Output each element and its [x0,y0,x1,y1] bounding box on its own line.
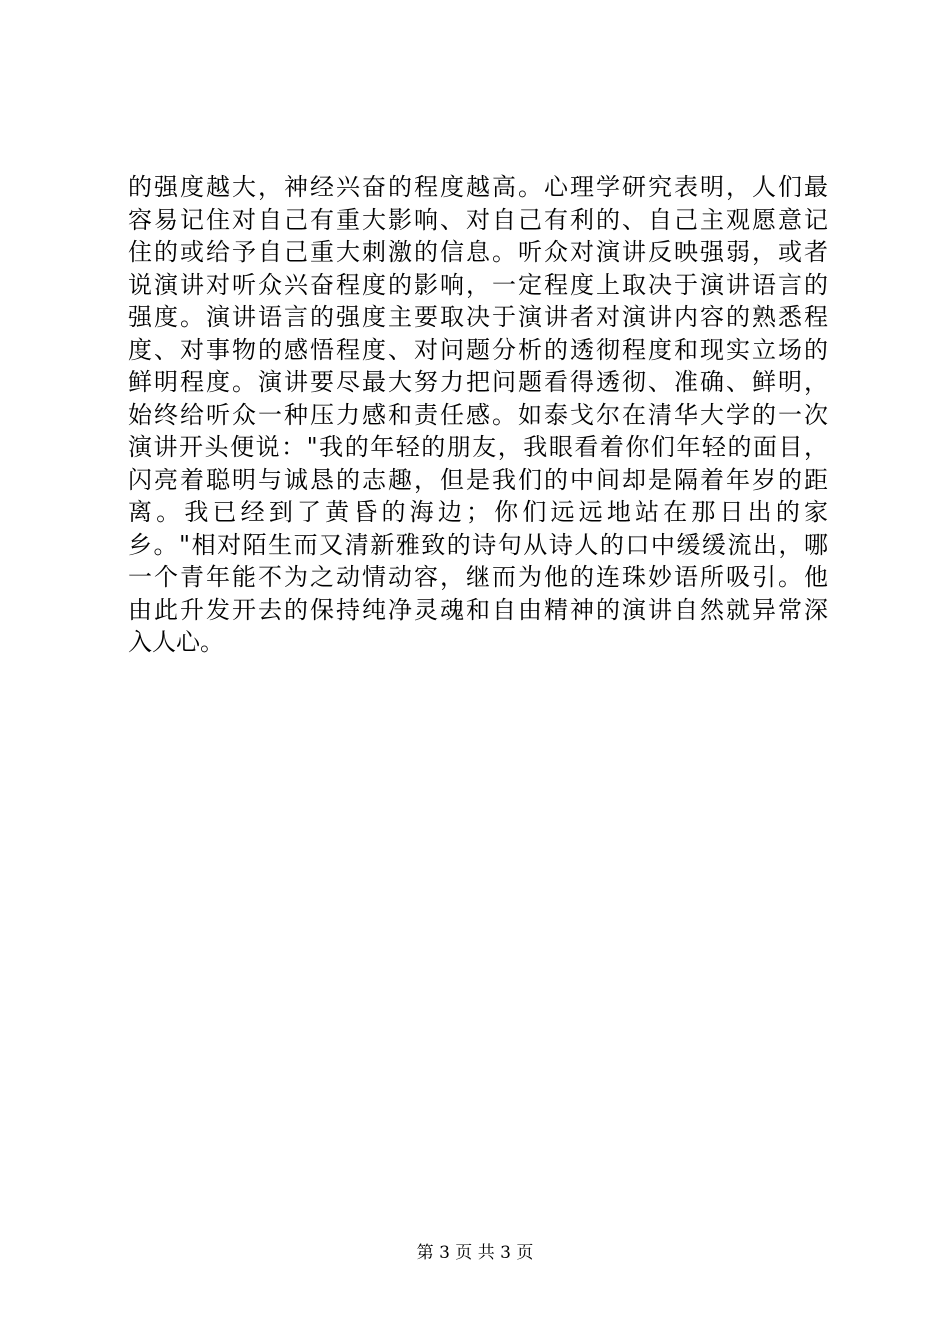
text-line: 的强度越大，神经兴奋的程度越高。心理学研究表明，人们最 [128,173,828,201]
page-footer: 第 3 页 共 3 页 [416,1243,534,1263]
text-line: 说演讲对听众兴奋程度的影响，一定程度上取决于演讲语言的 [128,270,828,299]
text-line: 离。我已经到了黄昏的海边；你们远远地站在那日出的家 [128,498,828,526]
text-line: 由此升发开去的保持纯净灵魂和自由精神的演讲自然就异常深 [128,595,828,624]
body-paragraph [128,171,828,659]
text-line: 演讲开头便说："我的年轻的朋友，我眼看着你们年轻的面目， [128,433,828,461]
text-line: 闪亮着聪明与诚恳的志趣，但是我们的中间却是隔着年岁的距 [128,465,828,494]
text-line: 容易记住对自己有重大影响、对自己有利的、自己主观愿意记 [128,205,828,234]
text-line: 乡。"相对陌生而又清新雅致的诗句从诗人的口中缓缓流出，哪 [128,530,828,559]
text-line: 度、对事物的感悟程度、对问题分析的透彻程度和现实立场的 [128,335,828,364]
text-line: 一个青年能不为之动情动容，继而为他的连珠妙语所吸引。他 [128,563,828,591]
text-line: 强度。演讲语言的强度主要取决于演讲者对演讲内容的熟悉程 [128,303,828,331]
text-line: 始终给听众一种压力感和责任感。如泰戈尔在清华大学的一次 [128,400,828,429]
text-line: 住的或给予自己重大刺激的信息。听众对演讲反映强弱，或者 [128,238,828,266]
text-line: 鲜明程度。演讲要尽最大努力把问题看得透彻、准确、鲜明， [128,368,828,396]
text-line: 入人心。 [128,628,224,656]
